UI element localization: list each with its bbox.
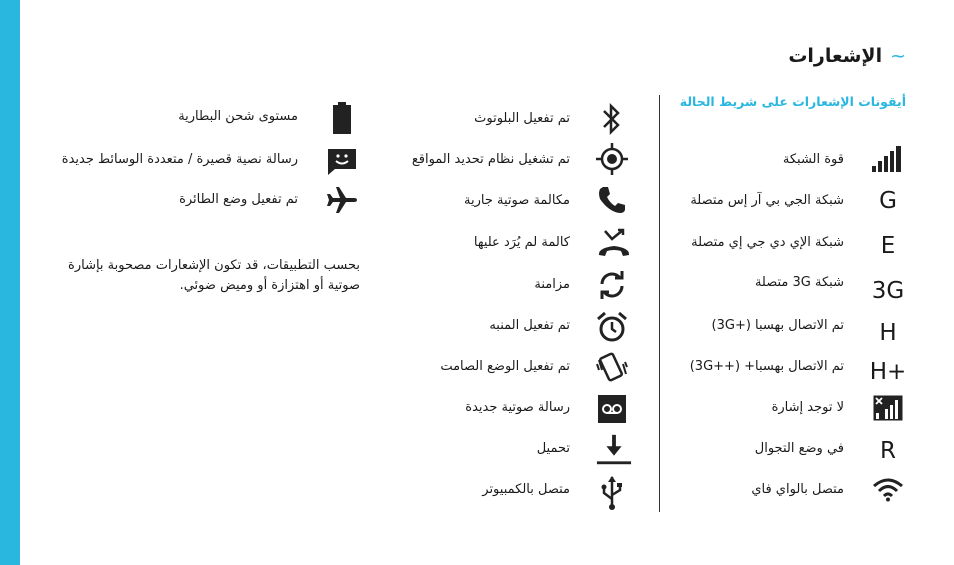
list-item-label: تم تشغيل نظام تحديد المواقع — [411, 152, 570, 167]
list-item-label: متصل بالكمبيوتر — [482, 482, 570, 497]
list-item-label: لا توجد إشارة — [771, 400, 844, 415]
no-signal-icon — [870, 392, 906, 424]
sync-icon — [594, 269, 630, 301]
side-accent-strip — [0, 0, 20, 565]
list-item — [400, 104, 640, 134]
list-item-label: رسالة صوتية جديدة — [465, 400, 570, 415]
vibrate-icon — [594, 351, 630, 383]
gprs-icon: G — [879, 188, 897, 214]
list-item — [400, 270, 640, 300]
list-item-label: في وضع التجوال — [754, 441, 844, 456]
heading-tilde: ~ — [890, 45, 906, 67]
missed-call-icon — [596, 226, 632, 260]
list-item — [400, 393, 640, 423]
list-item — [400, 434, 640, 464]
list-item — [680, 475, 910, 505]
list-item — [400, 312, 640, 342]
list-item — [680, 228, 910, 258]
list-item — [680, 434, 910, 464]
wifi-icon — [870, 474, 906, 506]
list-item-label: تم تفعيل البلوتوث — [474, 111, 570, 126]
list-item-label: مستوى شحن البطارية — [178, 109, 298, 124]
list-item — [680, 393, 910, 423]
list-item-label: مكالمة صوتية جارية — [464, 193, 570, 208]
airplane-icon — [324, 184, 360, 216]
list-item-label: شبكة الجي بي آر إس متصلة — [690, 193, 844, 208]
notification-note: بحسب التطبيقات، قد تكون الإشعارات مصحوبة بإشارة صوتية أو اهتزازة أو وميض ضوئي. — [68, 258, 360, 293]
signal-strength-icon — [870, 143, 906, 175]
list-item-label: تحميل — [536, 441, 570, 456]
list-item-label: رسالة نصية قصيرة / متعددة الوسائط جديدة — [61, 152, 298, 167]
bluetooth-icon — [594, 100, 630, 138]
download-icon — [596, 432, 632, 468]
list-item — [400, 228, 640, 258]
list-item-label: شبكة الإي دي جي إي متصلة — [691, 235, 844, 250]
usb-icon — [594, 474, 630, 512]
roaming-icon: R — [880, 438, 896, 464]
list-item — [400, 145, 640, 175]
list-item-label: تم تفعيل الوضع الصامت — [440, 359, 570, 374]
list-item-label: كالمة لم يُرَد عليها — [473, 235, 570, 250]
hspa-icon: H — [879, 320, 897, 346]
list-item-label: قوة الشبكة — [782, 152, 844, 167]
list-item — [400, 186, 640, 216]
hspa-plus-icon: H+ — [869, 359, 907, 385]
list-item — [400, 475, 640, 505]
list-item-label: مزامنة — [534, 277, 570, 292]
column-divider — [659, 95, 660, 512]
list-item-label: تم الاتصال بهسبا+ (++3G) — [689, 359, 844, 374]
list-item — [680, 270, 910, 304]
phone-call-icon — [594, 184, 630, 216]
list-item — [60, 102, 370, 132]
list-item — [60, 145, 370, 175]
list-item — [60, 185, 370, 215]
edge-icon: E — [880, 233, 896, 259]
battery-icon — [324, 101, 360, 135]
list-item-label: متصل بالواي فاي — [751, 482, 844, 497]
list-item — [680, 145, 910, 175]
heading-title: الإشعارات — [788, 45, 883, 67]
list-item-label: تم تفعيل وضع الطائرة — [179, 192, 298, 207]
section-subheading: أيقونات الإشعارات على شريط الحالة — [679, 94, 906, 109]
page-heading — [788, 45, 906, 67]
voicemail-icon — [594, 393, 630, 425]
list-item — [680, 312, 910, 346]
list-item-label: تم تفعيل المنبه — [489, 318, 570, 333]
message-icon — [324, 146, 360, 178]
list-item — [680, 186, 910, 216]
list-item-label: تم الاتصال بهسبا (+3G) — [711, 318, 844, 333]
list-item — [400, 352, 640, 382]
gps-icon — [594, 143, 630, 175]
alarm-icon — [594, 311, 630, 343]
list-item — [680, 352, 910, 385]
list-item-label: شبكة 3G متصلة — [754, 275, 844, 290]
3g-icon: 3G — [871, 278, 905, 304]
